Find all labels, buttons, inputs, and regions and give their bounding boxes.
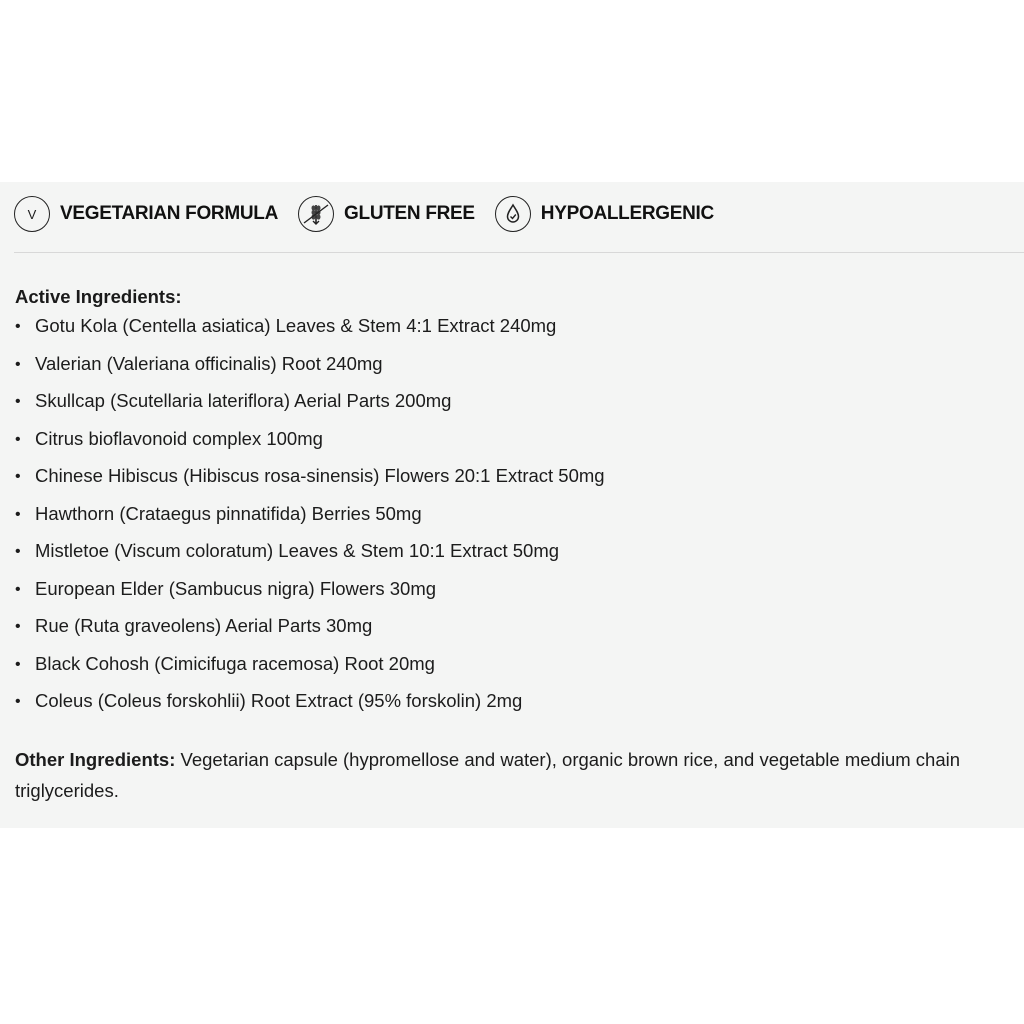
bullet: • (15, 468, 21, 485)
gluten-free-wheat-icon (298, 196, 334, 232)
bullet: • (15, 393, 21, 410)
bullet: • (15, 355, 21, 373)
badge-label: GLUTEN FREE (344, 203, 475, 224)
bullet: • (15, 693, 21, 710)
other-ingredients: Other Ingredients: Vegetarian capsule (hypromellose and water), organic brown rice, and vegetable medium chain triglycerides. (15, 749, 961, 801)
feature-badges (14, 196, 734, 232)
active-ingredients-heading: Active Ingredients: (15, 286, 182, 307)
bullet: • (15, 505, 21, 523)
badge-label: VEGETARIAN FORMULA (60, 203, 279, 224)
other-ingredients-label: Other Ingredients (15, 749, 170, 770)
list-item: • Rue (Ruta graveolens) Aerial Parts 30mg (15, 615, 605, 653)
badge-hypoallergenic (495, 196, 714, 232)
bullet: • (15, 430, 21, 448)
list-item: • Citrus bioflavonoid complex 100mg (15, 428, 605, 466)
vegetarian-v-icon: V (14, 196, 50, 232)
divider (14, 252, 1024, 253)
badge-vegetarian (14, 196, 278, 232)
other-ingredients-text: Vegetarian capsule (hypromellose and water), organic brown rice, and vegetable medium chain triglycerides. (15, 749, 961, 801)
bullet: • (15, 580, 21, 598)
list-item: • Skullcap (Scutellaria lateriflora) Aerial Parts 200mg (15, 390, 605, 428)
badge-gluten-free (298, 196, 475, 232)
badge-label: HYPOALLERGENIC (540, 203, 714, 224)
list-item: • Mistletoe (Viscum coloratum) Leaves & Stem 10:1 Extract 50mg (15, 540, 605, 578)
list-item: • European Elder (Sambucus nigra) Flowers 30mg (15, 578, 605, 616)
hypoallergenic-drop-icon (495, 196, 531, 232)
bullet: • (15, 543, 21, 560)
ingredients-panel (0, 182, 1024, 828)
list-item: • Hawthorn (Crataegus pinnatifida) Berries 50mg (15, 503, 605, 541)
list-item: • Coleus (Coleus forskohlii) Root Extract (95% forskolin) 2mg (15, 690, 605, 728)
list-item: • Gotu Kola (Centella asiatica) Leaves & Stem 4:1 Extract 240mg (15, 315, 605, 353)
bullet: • (15, 655, 21, 673)
list-item: • Valerian (Valeriana officinalis) Root 240mg (15, 353, 605, 391)
list-item: • Black Cohosh (Cimicifuga racemosa) Root 20mg (15, 653, 605, 691)
bullet: • (15, 318, 21, 335)
list-item: • Chinese Hibiscus (Hibiscus rosa-sinensis) Flowers 20:1 Extract 50mg (15, 465, 605, 503)
active-ingredients-list (15, 315, 605, 728)
bullet: • (15, 618, 21, 635)
